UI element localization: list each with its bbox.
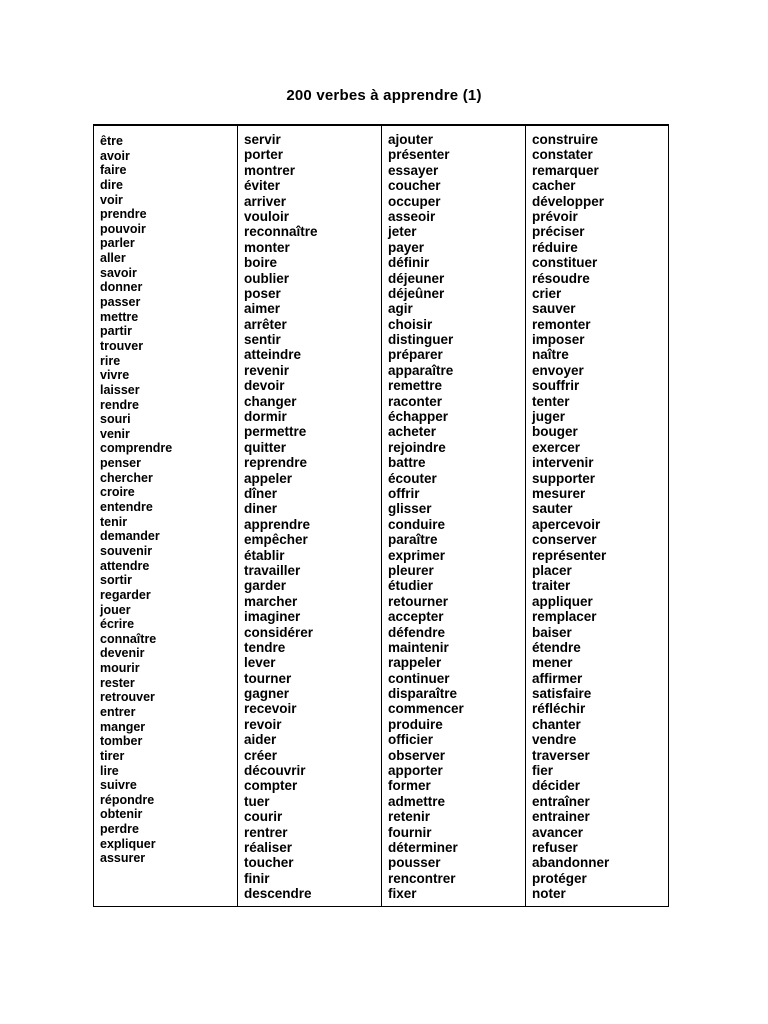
verb-item: déjeûner bbox=[388, 285, 445, 301]
verb-item: naître bbox=[532, 347, 569, 363]
verb-item: défendre bbox=[388, 624, 446, 640]
verb-item: comprendre bbox=[100, 441, 173, 456]
verb-item: retrouver bbox=[100, 690, 155, 705]
verb-item: admettre bbox=[388, 793, 446, 809]
page-title: 200 verbes à apprendre (1) bbox=[286, 87, 482, 104]
verb-item: résoudre bbox=[532, 270, 590, 286]
verb-item: suivre bbox=[100, 778, 137, 793]
verb-item: développer bbox=[532, 193, 605, 209]
verb-item: tuer bbox=[244, 793, 270, 809]
verb-item: produire bbox=[388, 716, 443, 732]
verb-item: porter bbox=[244, 147, 284, 163]
verb-item: fixer bbox=[388, 886, 417, 902]
verb-item: dîner bbox=[244, 485, 278, 501]
verb-item: battre bbox=[388, 455, 426, 471]
verb-item: bouger bbox=[532, 424, 578, 440]
verb-item: diner bbox=[244, 501, 278, 517]
verb-item: vivre bbox=[100, 368, 130, 383]
verb-item: marcher bbox=[244, 593, 298, 609]
verb-item: reprendre bbox=[244, 455, 308, 471]
verb-item: devenir bbox=[100, 646, 145, 661]
verb-item: conserver bbox=[532, 532, 597, 548]
verb-item: demander bbox=[100, 529, 160, 544]
verb-item: représenter bbox=[532, 547, 607, 563]
verb-item: cacher bbox=[532, 178, 576, 194]
verb-item: acheter bbox=[388, 424, 437, 440]
verb-item: préparer bbox=[388, 347, 443, 363]
verb-item: empêcher bbox=[244, 532, 308, 548]
verb-item: continuer bbox=[388, 670, 450, 686]
verb-item: arriver bbox=[244, 193, 287, 209]
verb-item: expliquer bbox=[100, 836, 156, 851]
verb-item: tirer bbox=[100, 748, 125, 763]
verb-item: tourner bbox=[244, 670, 292, 686]
verb-item: oublier bbox=[244, 270, 290, 286]
verb-item: rencontrer bbox=[388, 870, 456, 886]
verb-item: laisser bbox=[100, 382, 140, 397]
verb-item: toucher bbox=[244, 855, 294, 871]
verb-item: disparaître bbox=[388, 686, 458, 702]
verb-item: réaliser bbox=[244, 839, 293, 855]
verb-item: apparaître bbox=[388, 362, 454, 378]
verb-item: écouter bbox=[388, 470, 437, 486]
verb-item: souri bbox=[100, 412, 131, 427]
verb-item: rester bbox=[100, 675, 135, 690]
verb-item: vouloir bbox=[244, 208, 290, 224]
verb-item: fier bbox=[532, 763, 554, 779]
verb-item: entrer bbox=[100, 704, 136, 719]
verb-item: reconnaître bbox=[244, 224, 318, 240]
verb-item: retourner bbox=[388, 593, 449, 609]
verb-item: atteindre bbox=[244, 347, 302, 363]
verb-item: obtenir bbox=[100, 807, 143, 822]
verb-item: réfléchir bbox=[532, 701, 586, 717]
verb-item: échapper bbox=[388, 409, 449, 425]
verb-item: aider bbox=[244, 732, 277, 748]
verb-item: accepter bbox=[388, 609, 444, 625]
verb-item: parler bbox=[100, 236, 135, 251]
verb-item: paraître bbox=[388, 532, 438, 548]
verb-item: supporter bbox=[532, 470, 596, 486]
verb-item: courir bbox=[244, 809, 283, 825]
verb-item: savoir bbox=[100, 265, 137, 280]
verb-item: crier bbox=[532, 285, 562, 301]
verb-item: trouver bbox=[100, 338, 144, 353]
verb-item: agir bbox=[388, 301, 413, 317]
verb-item: être bbox=[100, 134, 123, 148]
verb-item: aimer bbox=[244, 301, 281, 317]
verb-item: chanter bbox=[532, 716, 581, 732]
verb-item: décider bbox=[532, 778, 581, 794]
verb-item: changer bbox=[244, 393, 297, 409]
verb-item: appeler bbox=[244, 470, 293, 486]
verb-item: prendre bbox=[100, 207, 147, 222]
verb-column-1 bbox=[94, 126, 237, 906]
verb-item: souvenir bbox=[100, 543, 153, 558]
verb-item: boire bbox=[244, 255, 278, 271]
verb-item: rentrer bbox=[244, 824, 288, 840]
verb-item: remarquer bbox=[532, 162, 599, 178]
verb-item: chercher bbox=[100, 470, 153, 485]
verb-item: traiter bbox=[532, 578, 571, 594]
verb-item: attendre bbox=[100, 558, 150, 573]
verb-item: construire bbox=[532, 132, 599, 147]
verb-item: imaginer bbox=[244, 609, 301, 625]
verb-item: découvrir bbox=[244, 763, 306, 779]
verb-item: imposer bbox=[532, 332, 585, 348]
verb-item: revoir bbox=[244, 716, 282, 732]
verb-item: observer bbox=[388, 747, 446, 763]
verb-item: sentir bbox=[244, 332, 281, 348]
verb-item: dire bbox=[100, 177, 123, 192]
verb-item: entrainer bbox=[532, 809, 590, 825]
verb-item: finir bbox=[244, 870, 270, 886]
verb-item: protéger bbox=[532, 870, 587, 886]
verb-item: former bbox=[388, 778, 431, 794]
verb-item: lever bbox=[244, 655, 276, 671]
verb-item: mettre bbox=[100, 309, 139, 324]
verb-item: prévoir bbox=[532, 208, 578, 224]
verb-item: officier bbox=[388, 732, 434, 748]
verb-item: glisser bbox=[388, 501, 432, 517]
verb-item: sauver bbox=[532, 301, 576, 317]
verb-item: apporter bbox=[388, 763, 443, 779]
verb-item: revenir bbox=[244, 362, 290, 378]
verb-item: déterminer bbox=[388, 839, 458, 855]
verb-item: mourir bbox=[100, 661, 140, 676]
verb-item: placer bbox=[532, 562, 572, 578]
verb-item: avancer bbox=[532, 824, 584, 840]
verb-item: gagner bbox=[244, 686, 290, 702]
verb-item: manger bbox=[100, 719, 146, 734]
verb-item: remplacer bbox=[532, 609, 597, 625]
verb-item: tenir bbox=[100, 514, 128, 529]
verb-item: étudier bbox=[388, 578, 434, 594]
verb-item: présenter bbox=[388, 147, 450, 163]
verb-column-2 bbox=[237, 126, 381, 906]
verb-item: conduire bbox=[388, 516, 446, 532]
verb-item: baiser bbox=[532, 624, 572, 640]
verb-item: devoir bbox=[244, 378, 285, 394]
verb-item: pleurer bbox=[388, 562, 434, 578]
verb-item: voir bbox=[100, 192, 123, 207]
verb-item: abandonner bbox=[532, 855, 610, 871]
verb-item: raconter bbox=[388, 393, 443, 409]
verb-item: mesurer bbox=[532, 485, 586, 501]
verb-item: recevoir bbox=[244, 701, 297, 717]
verb-item: traverser bbox=[532, 747, 590, 763]
verb-item: distinguer bbox=[388, 332, 454, 348]
verb-item: asseoir bbox=[388, 208, 436, 224]
verb-item: intervenir bbox=[532, 455, 594, 471]
verb-item: exercer bbox=[532, 439, 581, 455]
verb-item: appliquer bbox=[532, 593, 593, 609]
verb-item: servir bbox=[244, 132, 281, 147]
verb-item: jeter bbox=[388, 224, 417, 240]
verb-item: occuper bbox=[388, 193, 441, 209]
verb-table bbox=[93, 124, 669, 907]
verb-item: entendre bbox=[100, 500, 153, 515]
verb-item: réduire bbox=[532, 239, 578, 255]
verb-item: connaître bbox=[100, 631, 157, 646]
verb-item: montrer bbox=[244, 162, 296, 178]
verb-item: quitter bbox=[244, 439, 286, 455]
verb-item: ajouter bbox=[388, 132, 434, 147]
verb-item: constituer bbox=[532, 255, 598, 271]
verb-item: arrêter bbox=[244, 316, 287, 332]
verb-item: juger bbox=[532, 409, 566, 425]
verb-item: rendre bbox=[100, 397, 139, 412]
verb-item: maintenir bbox=[388, 639, 449, 655]
verb-item: exprimer bbox=[388, 547, 446, 563]
verb-item: tenter bbox=[532, 393, 570, 409]
verb-item: répondre bbox=[100, 792, 155, 807]
verb-item: sauter bbox=[532, 501, 573, 517]
verb-item: sortir bbox=[100, 573, 132, 588]
verb-item: venir bbox=[100, 426, 130, 441]
verb-item: penser bbox=[100, 456, 141, 471]
verb-item: regarder bbox=[100, 587, 151, 602]
verb-item: apprendre bbox=[244, 516, 311, 532]
verb-item: vendre bbox=[532, 732, 577, 748]
verb-item: dormir bbox=[244, 409, 287, 425]
verb-item: jouer bbox=[100, 602, 131, 617]
verb-item: travailler bbox=[244, 562, 301, 578]
verb-item: poser bbox=[244, 285, 281, 301]
verb-item: refuser bbox=[532, 839, 578, 855]
verb-item: passer bbox=[100, 295, 141, 310]
verb-item: rire bbox=[100, 353, 121, 368]
verb-item: commencer bbox=[388, 701, 464, 717]
verb-item: étendre bbox=[532, 639, 581, 655]
verb-item: écrire bbox=[100, 617, 135, 632]
verb-item: avoir bbox=[100, 148, 130, 163]
verb-item: retenir bbox=[388, 809, 431, 825]
verb-item: apercevoir bbox=[532, 516, 601, 532]
verb-column-3 bbox=[381, 126, 525, 906]
verb-item: faire bbox=[100, 163, 127, 178]
verb-item: payer bbox=[388, 239, 425, 255]
verb-item: rejoindre bbox=[388, 439, 446, 455]
verb-item: essayer bbox=[388, 162, 439, 178]
verb-item: noter bbox=[532, 886, 566, 902]
verb-item: tomber bbox=[100, 734, 143, 749]
verb-item: permettre bbox=[244, 424, 307, 440]
verb-item: compter bbox=[244, 778, 298, 794]
verb-item: préciser bbox=[532, 224, 585, 240]
verb-item: tendre bbox=[244, 639, 286, 655]
verb-item: définir bbox=[388, 255, 430, 271]
verb-item: pouvoir bbox=[100, 221, 146, 236]
verb-item: offrir bbox=[388, 485, 420, 501]
verb-item: constater bbox=[532, 147, 593, 163]
verb-item: perdre bbox=[100, 822, 139, 837]
verb-item: rappeler bbox=[388, 655, 442, 671]
verb-item: entraîner bbox=[532, 793, 590, 809]
verb-item: descendre bbox=[244, 886, 312, 902]
verb-item: remonter bbox=[532, 316, 591, 332]
verb-item: partir bbox=[100, 324, 132, 339]
verb-item: satisfaire bbox=[532, 686, 592, 702]
verb-item: souffrir bbox=[532, 378, 580, 394]
verb-item: fournir bbox=[388, 824, 432, 840]
verb-item: envoyer bbox=[532, 362, 584, 378]
verb-item: monter bbox=[244, 239, 290, 255]
verb-item: établir bbox=[244, 547, 285, 563]
verb-item: éviter bbox=[244, 178, 281, 194]
verb-item: aller bbox=[100, 251, 126, 266]
verb-item: coucher bbox=[388, 178, 441, 194]
verb-item: assurer bbox=[100, 851, 146, 866]
verb-item: affirmer bbox=[532, 670, 583, 686]
verb-item: considérer bbox=[244, 624, 314, 640]
verb-item: lire bbox=[100, 763, 119, 778]
verb-item: donner bbox=[100, 280, 143, 295]
verb-item: déjeuner bbox=[388, 270, 445, 286]
verb-item: remettre bbox=[388, 378, 443, 394]
verb-item: choisir bbox=[388, 316, 433, 332]
verb-item: garder bbox=[244, 578, 287, 594]
verb-item: mener bbox=[532, 655, 573, 671]
verb-column-4 bbox=[525, 126, 668, 906]
verb-item: créer bbox=[244, 747, 278, 763]
verb-item: pousser bbox=[388, 855, 441, 871]
verb-item: croire bbox=[100, 485, 135, 500]
